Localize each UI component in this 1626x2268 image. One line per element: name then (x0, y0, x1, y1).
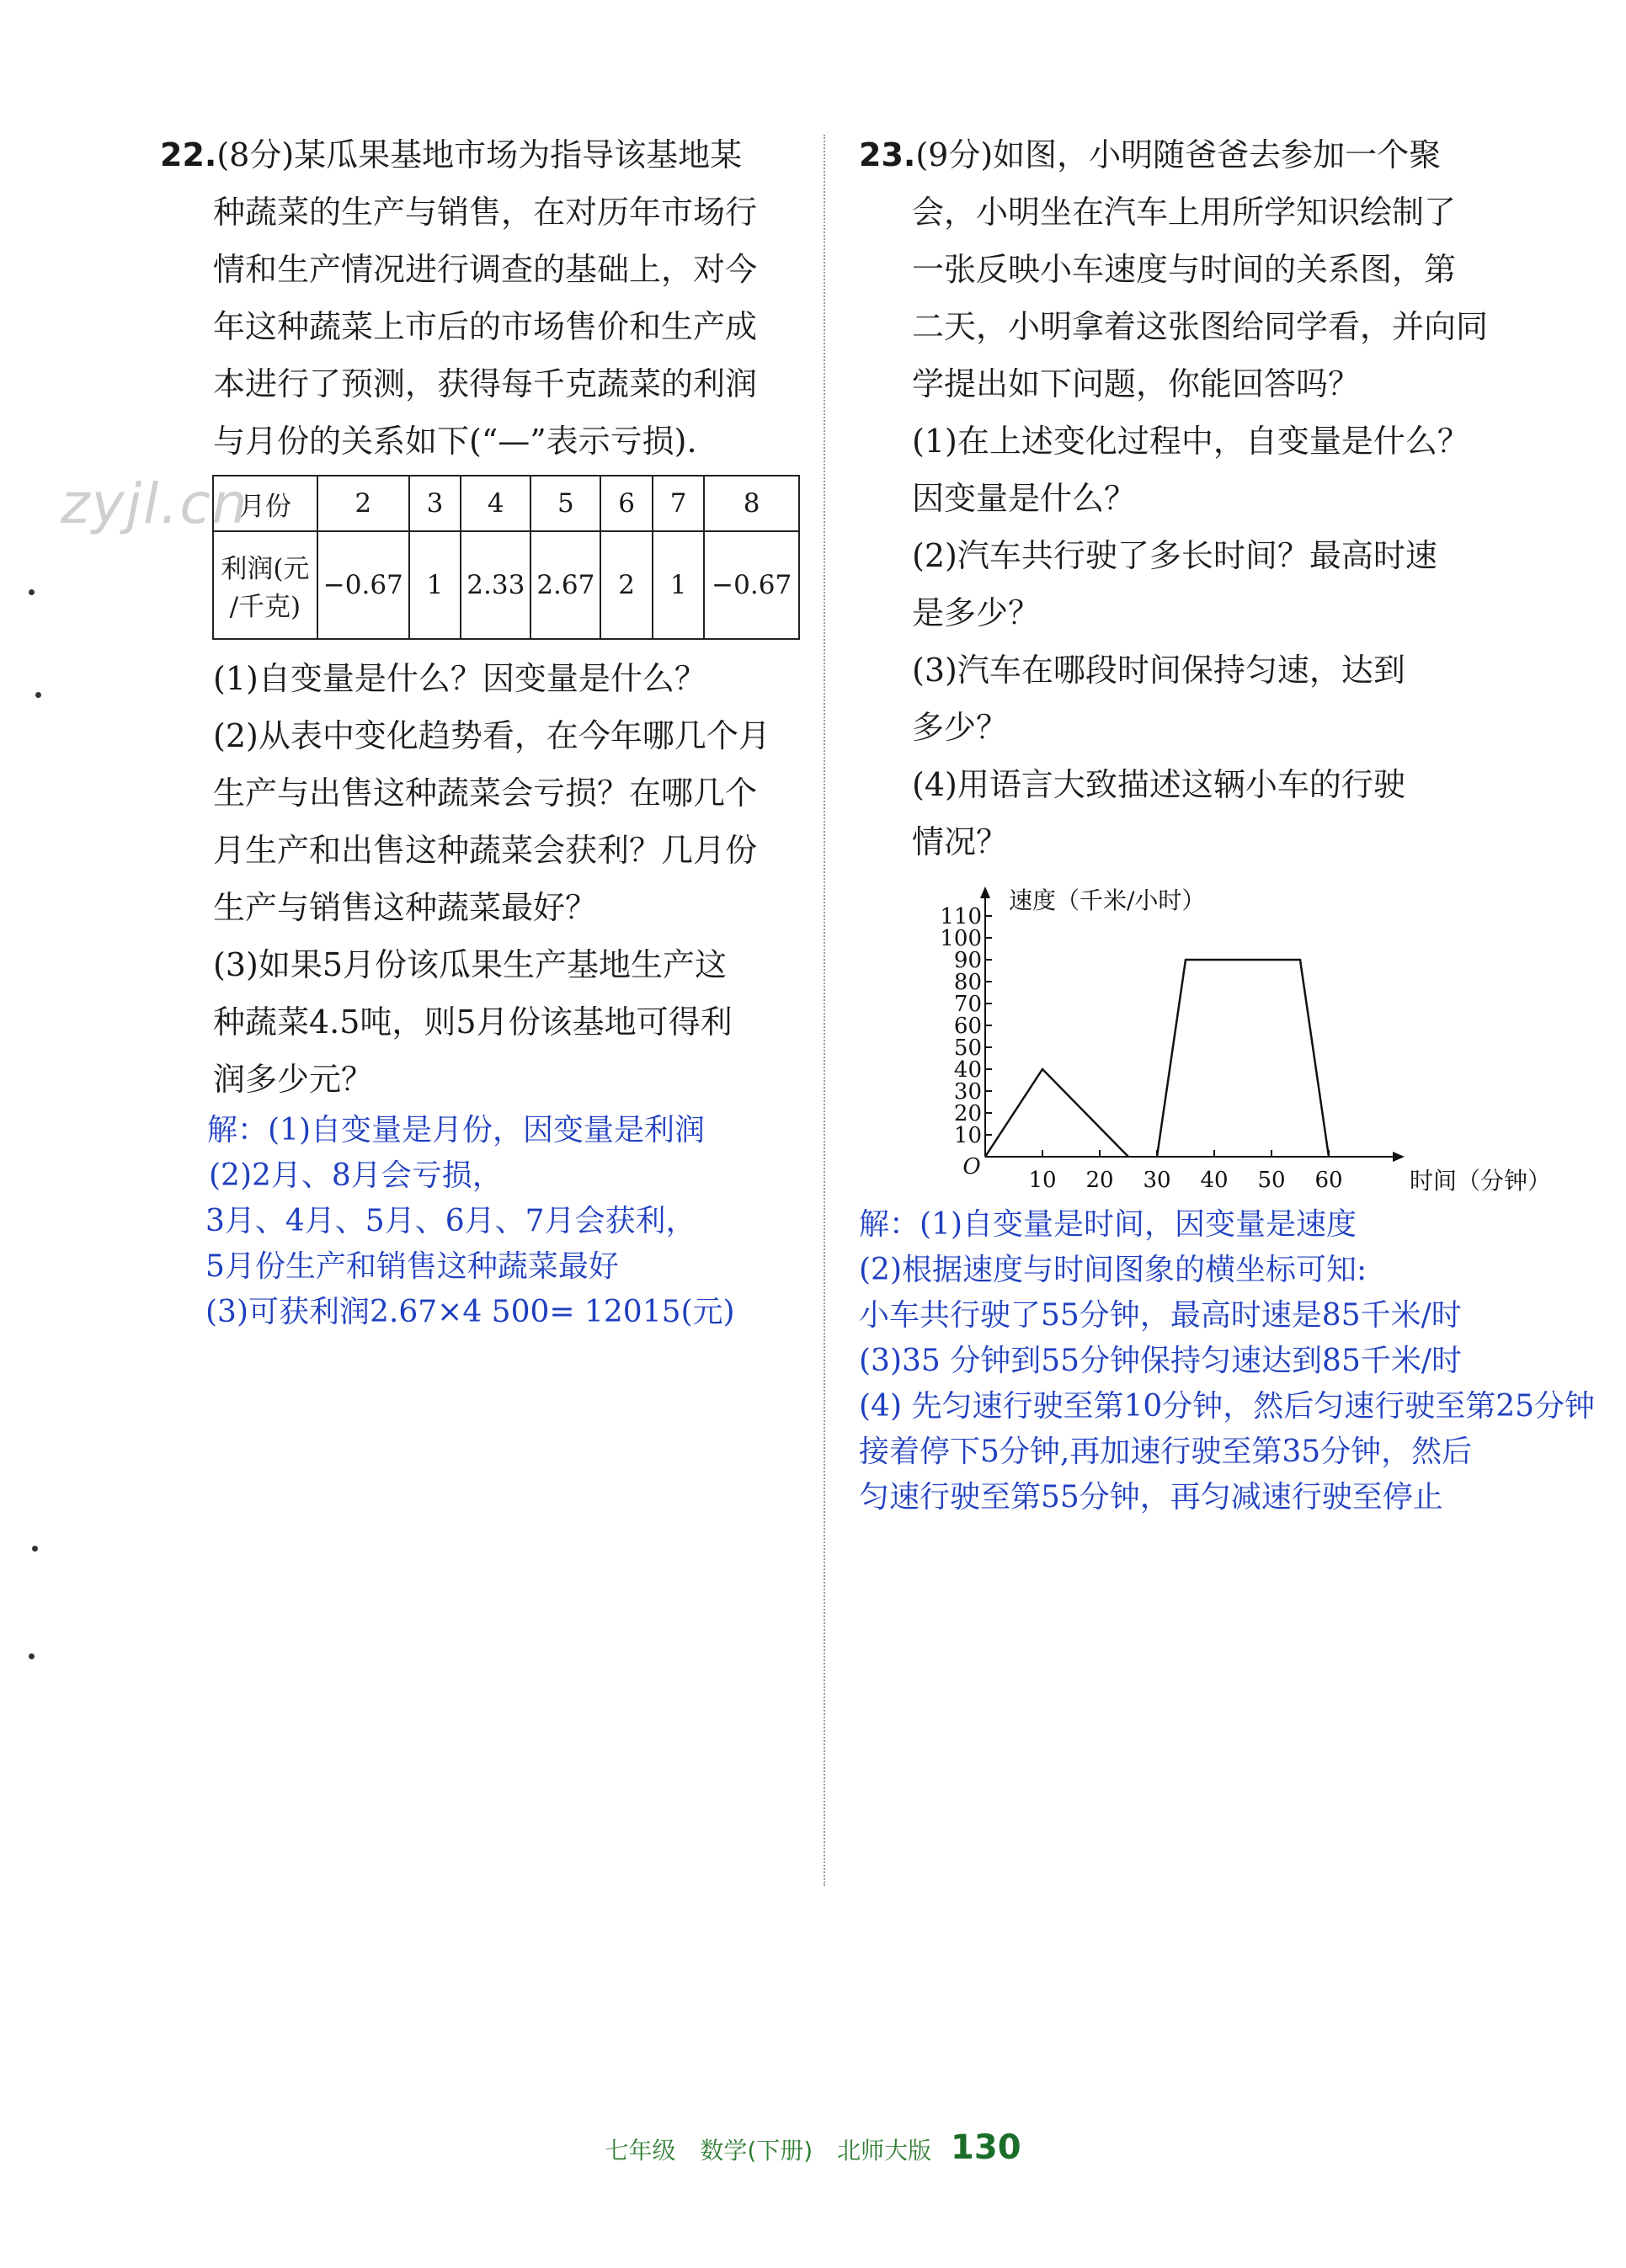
page-footer (0, 2128, 1626, 2167)
profit-table (212, 475, 800, 640)
y-tick-label: 80 (953, 970, 982, 995)
q23-line: 因变量是什么？ (912, 480, 1137, 517)
q23-line: (4)用语言大致描述这辆小车的行驶 (912, 766, 1405, 803)
x-tick-label: 60 (1314, 1168, 1343, 1193)
q22-part: 种蔬菜4.5吨，则5月份该基地可得利 (213, 1004, 733, 1041)
q22-answer: 5月份生产和销售这种蔬菜最好 (205, 1249, 619, 1284)
x-tick-label: 40 (1200, 1168, 1229, 1193)
q23-line: 是多少？ (912, 594, 1041, 631)
q22-part: (3)如果5月份该瓜果生产基地生产这 (213, 946, 728, 983)
q23-line: 学提出如下问题，你能回答吗？ (912, 365, 1361, 402)
table-cell: 2.33 (461, 531, 530, 639)
x-tick-label: 10 (1028, 1168, 1057, 1193)
table-cell: 2 (600, 531, 653, 639)
q22-part: 润多少元？ (213, 1061, 374, 1098)
y-tick-label: 60 (953, 1014, 982, 1039)
margin-dot (29, 1653, 35, 1659)
series-line-1 (985, 1069, 1128, 1157)
q23-answer: 解：(1)自变量是时间，因变量是速度 (859, 1207, 1357, 1242)
q23-answer: 匀速行驶至第55分钟，再匀减速行驶至停止 (859, 1480, 1443, 1515)
x-tick-label: 20 (1085, 1168, 1114, 1193)
margin-dot (29, 589, 35, 595)
table-cell: −0.67 (704, 531, 799, 639)
q23-answer: (3)35 分钟到55分钟保持匀速达到85千米/时 (859, 1344, 1462, 1378)
q22-part: 月生产和出售这种蔬菜会获利？几月份 (213, 832, 758, 869)
q22-answer: (3)可获利润2.67×4 500= 12015(元) (205, 1295, 735, 1329)
q22-line: 种蔬菜的生产与销售，在对历年市场行 (213, 194, 758, 231)
watermark: zyjl.cn (61, 471, 249, 536)
q22-part: 生产与出售这种蔬菜会亏损？在哪几个 (213, 775, 758, 812)
q23-answer: 接着停下5分钟,再加速行驶至第35分钟，然后 (859, 1435, 1473, 1469)
q23-line: 23.(9分)如图，小明随爸爸去参加一个聚 (859, 136, 1442, 173)
page-number: 130 (951, 2128, 1021, 2167)
q23-line: 二天，小明拿着这张图给同学看，并向同 (912, 308, 1489, 345)
y-tick-label: 20 (953, 1101, 982, 1126)
q23-line: 一张反映小车速度与时间的关系图，第 (912, 251, 1457, 288)
table-row (213, 476, 799, 531)
margin-dot (32, 1546, 38, 1552)
table-row (213, 531, 799, 639)
y-tick-label: 30 (953, 1079, 982, 1105)
table-cell: 4 (461, 476, 530, 531)
x-axis-arrow (1393, 1152, 1405, 1162)
q22-part: (1)自变量是什么？因变量是什么？ (213, 660, 706, 697)
y-axis-label: 速度（千米/小时） (1009, 886, 1206, 914)
q22-part: (2)从表中变化趋势看，在今年哪几个月 (213, 717, 770, 754)
footer-grade: 七年级 (605, 2137, 676, 2164)
table-cell: 7 (653, 476, 705, 531)
q22-line: 本进行了预测，获得每千克蔬菜的利润 (213, 365, 758, 402)
q23-line: 会，小明坐在汽车上用所学知识绘制了 (912, 194, 1457, 231)
table-cell: 8 (704, 476, 799, 531)
table-cell: 3 (409, 476, 461, 531)
q23-answer: 小车共行驶了55分钟，最高时速是85千米/时 (859, 1298, 1462, 1333)
q22-line: 年这种蔬菜上市后的市场售价和生产成 (213, 308, 758, 345)
q22-answer: 3月、4月、5月、6月、7月会获利， (205, 1204, 696, 1238)
table-cell: 2.67 (530, 531, 600, 639)
origin-label: O (962, 1154, 981, 1179)
q23-line: 情况？ (912, 823, 1009, 860)
y-tick-label: 110 (940, 904, 982, 929)
q23-answer: (2)根据速度与时间图象的横坐标可知: (859, 1253, 1367, 1287)
y-tick-label: 100 (940, 926, 982, 951)
x-tick-label: 30 (1143, 1168, 1171, 1193)
question-22 (160, 126, 800, 1335)
q23-line: (3)汽车在哪段时间保持匀速，达到 (912, 652, 1405, 689)
q22-answer: 解：(1)自变量是月份，因变量是利润 (207, 1113, 705, 1147)
q22-answer: (2)2月、8月会亏损， (209, 1158, 503, 1193)
table-header-month: 月份 (213, 476, 317, 531)
y-tick-label: 50 (953, 1036, 982, 1061)
q23-line: 多少？ (912, 709, 1009, 746)
q22-number: 22. (160, 136, 217, 173)
q23-answer: (4) 先匀速行驶至第10分钟，然后匀速行驶至第25分钟 (859, 1389, 1596, 1424)
speed-time-chart-svg (926, 879, 1552, 1199)
q23-line: (2)汽车共行驶了多长时间？最高时速 (912, 537, 1437, 574)
speed-time-chart (926, 879, 1583, 1202)
question-23 (859, 126, 1596, 1520)
q22-part: 生产与销售这种蔬菜最好？ (213, 889, 598, 926)
table-cell: −0.67 (317, 531, 409, 639)
margin-dot (35, 692, 41, 698)
footer-edition: 北师大版 (837, 2137, 932, 2164)
table-cell: 1 (409, 531, 461, 639)
y-tick-label: 10 (953, 1123, 982, 1148)
column-divider (824, 135, 825, 1886)
q22-line: 与月份的关系如下(“—”表示亏损). (213, 423, 697, 460)
series-line-2 (1157, 960, 1329, 1157)
q23-line: (1)在上述变化过程中，自变量是什么？ (912, 423, 1469, 460)
x-axis-label: 时间（分钟） (1410, 1167, 1552, 1195)
footer-subject: 数学(下册) (700, 2137, 813, 2164)
y-tick-label: 40 (953, 1057, 982, 1083)
y-tick-label: 70 (953, 992, 982, 1017)
table-cell: 2 (317, 476, 409, 531)
table-header-profit: 利润(元 /千克) (213, 531, 317, 639)
x-tick-label: 50 (1257, 1168, 1286, 1193)
table-cell: 6 (600, 476, 653, 531)
table-cell: 1 (653, 531, 705, 639)
table-cell: 5 (530, 476, 600, 531)
q22-line: 情和生产情况进行调查的基础上，对今 (213, 251, 758, 288)
y-tick-label: 90 (953, 948, 982, 973)
q22-line: 22.(8分)某瓜果基地市场为指导该基地某 (160, 136, 743, 173)
y-axis-arrow (980, 886, 990, 898)
q23-number: 23. (859, 136, 916, 173)
